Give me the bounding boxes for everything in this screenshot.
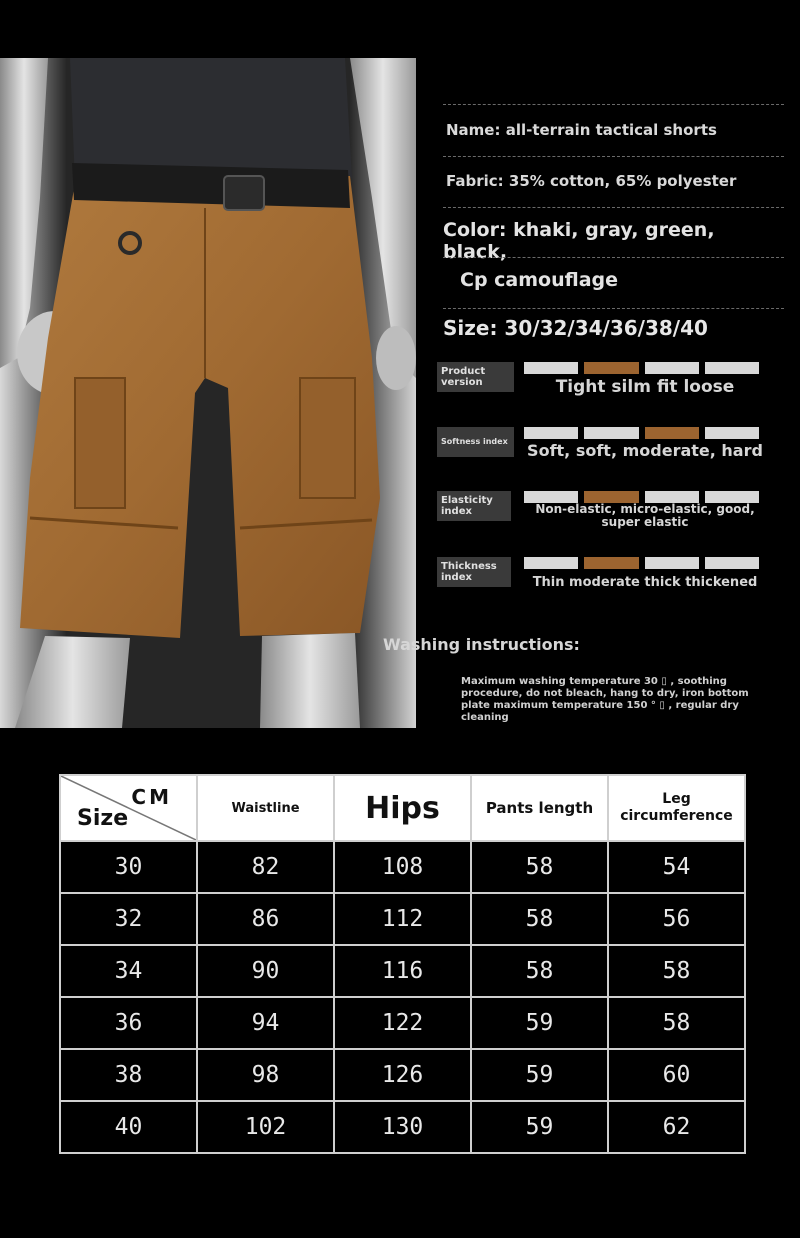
cell-size: 40 xyxy=(60,1101,197,1153)
cell-waistline: 82 xyxy=(197,841,334,893)
cell-waistline: 102 xyxy=(197,1101,334,1153)
cell-size: 36 xyxy=(60,997,197,1049)
size-table xyxy=(59,774,746,1154)
cell-size: 30 xyxy=(60,841,197,893)
spec-name: Name: all-terrain tactical shorts xyxy=(446,121,717,139)
cell-leg-circumference: 58 xyxy=(608,945,745,997)
spec-divider xyxy=(443,308,784,309)
rating-segment xyxy=(524,557,578,569)
rating-segment xyxy=(705,362,759,374)
size-label: Size xyxy=(77,806,129,831)
cell-hips: 108 xyxy=(334,841,471,893)
cell-hips: 116 xyxy=(334,945,471,997)
product-photo xyxy=(0,58,416,728)
rating-label: Product version xyxy=(437,362,514,392)
spec-color: Color: khaki, gray, green, black, xyxy=(443,219,715,263)
rating-label: Softness index xyxy=(437,427,514,457)
rating-segment xyxy=(705,427,759,439)
cell-waistline: 98 xyxy=(197,1049,334,1101)
cell-waistline: 90 xyxy=(197,945,334,997)
column-header-leg-circumference: Leg circumference xyxy=(608,775,745,841)
rating-label: Thickness index xyxy=(437,557,511,587)
rating-segment xyxy=(705,557,759,569)
rating-segment xyxy=(645,362,699,374)
spec-color-continued: Cp camouflage xyxy=(460,269,619,291)
washing-text: Maximum washing temperature 30 ▯ , soothing procedure, do not bleach, hang to dry, iron bottom plate maximum temperature 150 ° ▯ , regular dry cleaning xyxy=(461,676,749,723)
rating-segment xyxy=(524,362,578,374)
cell-pants-length: 58 xyxy=(471,893,608,945)
table-row xyxy=(60,945,745,997)
spec-divider xyxy=(443,207,784,208)
column-header-waistline: Waistline xyxy=(197,775,334,841)
spec-divider xyxy=(443,104,784,105)
rating-scale: Thin moderate thick thickened xyxy=(532,575,758,590)
cell-hips: 112 xyxy=(334,893,471,945)
cell-waistline: 94 xyxy=(197,997,334,1049)
rating-scale: Soft, soft, moderate, hard xyxy=(527,441,763,460)
table-row xyxy=(60,893,745,945)
rating-bar xyxy=(524,557,759,569)
rating-segment xyxy=(645,427,699,439)
rating-bar xyxy=(524,427,759,439)
rating-segment xyxy=(524,427,578,439)
rating-segment xyxy=(584,427,638,439)
cell-size: 34 xyxy=(60,945,197,997)
size-table-header-row xyxy=(60,775,745,841)
spec-divider xyxy=(443,156,784,157)
rating-bar xyxy=(524,362,759,374)
cell-pants-length: 59 xyxy=(471,1101,608,1153)
rating-segment xyxy=(645,557,699,569)
cell-pants-length: 59 xyxy=(471,997,608,1049)
spec-size: Size: 30/32/34/36/38/40 xyxy=(443,316,708,340)
cell-leg-circumference: 62 xyxy=(608,1101,745,1153)
cell-pants-length: 58 xyxy=(471,841,608,893)
rating-segment xyxy=(584,362,638,374)
cell-size: 38 xyxy=(60,1049,197,1101)
cell-hips: 130 xyxy=(334,1101,471,1153)
cell-hips: 126 xyxy=(334,1049,471,1101)
rating-segment xyxy=(584,557,638,569)
table-row xyxy=(60,1049,745,1101)
table-row xyxy=(60,1101,745,1153)
column-header-hips: Hips xyxy=(334,775,471,841)
size-table-corner xyxy=(60,775,197,841)
cell-size: 32 xyxy=(60,893,197,945)
rating-label: Elasticity index xyxy=(437,491,511,521)
rating-scale: Non-elastic, micro-elastic, good, super elastic xyxy=(535,502,755,529)
cell-hips: 122 xyxy=(334,997,471,1049)
table-row xyxy=(60,997,745,1049)
cell-pants-length: 58 xyxy=(471,945,608,997)
unit-label: CM xyxy=(131,785,172,809)
cell-leg-circumference: 58 xyxy=(608,997,745,1049)
cell-pants-length: 59 xyxy=(471,1049,608,1101)
cell-waistline: 86 xyxy=(197,893,334,945)
spec-divider xyxy=(443,257,784,258)
rating-scale: Tight silm fit loose xyxy=(555,377,735,397)
cell-leg-circumference: 60 xyxy=(608,1049,745,1101)
cell-leg-circumference: 56 xyxy=(608,893,745,945)
cell-leg-circumference: 54 xyxy=(608,841,745,893)
washing-title: Washing instructions: xyxy=(383,635,580,654)
spec-fabric: Fabric: 35% cotton, 65% polyester xyxy=(446,172,737,190)
table-row xyxy=(60,841,745,893)
column-header-pants-length: Pants length xyxy=(471,775,608,841)
